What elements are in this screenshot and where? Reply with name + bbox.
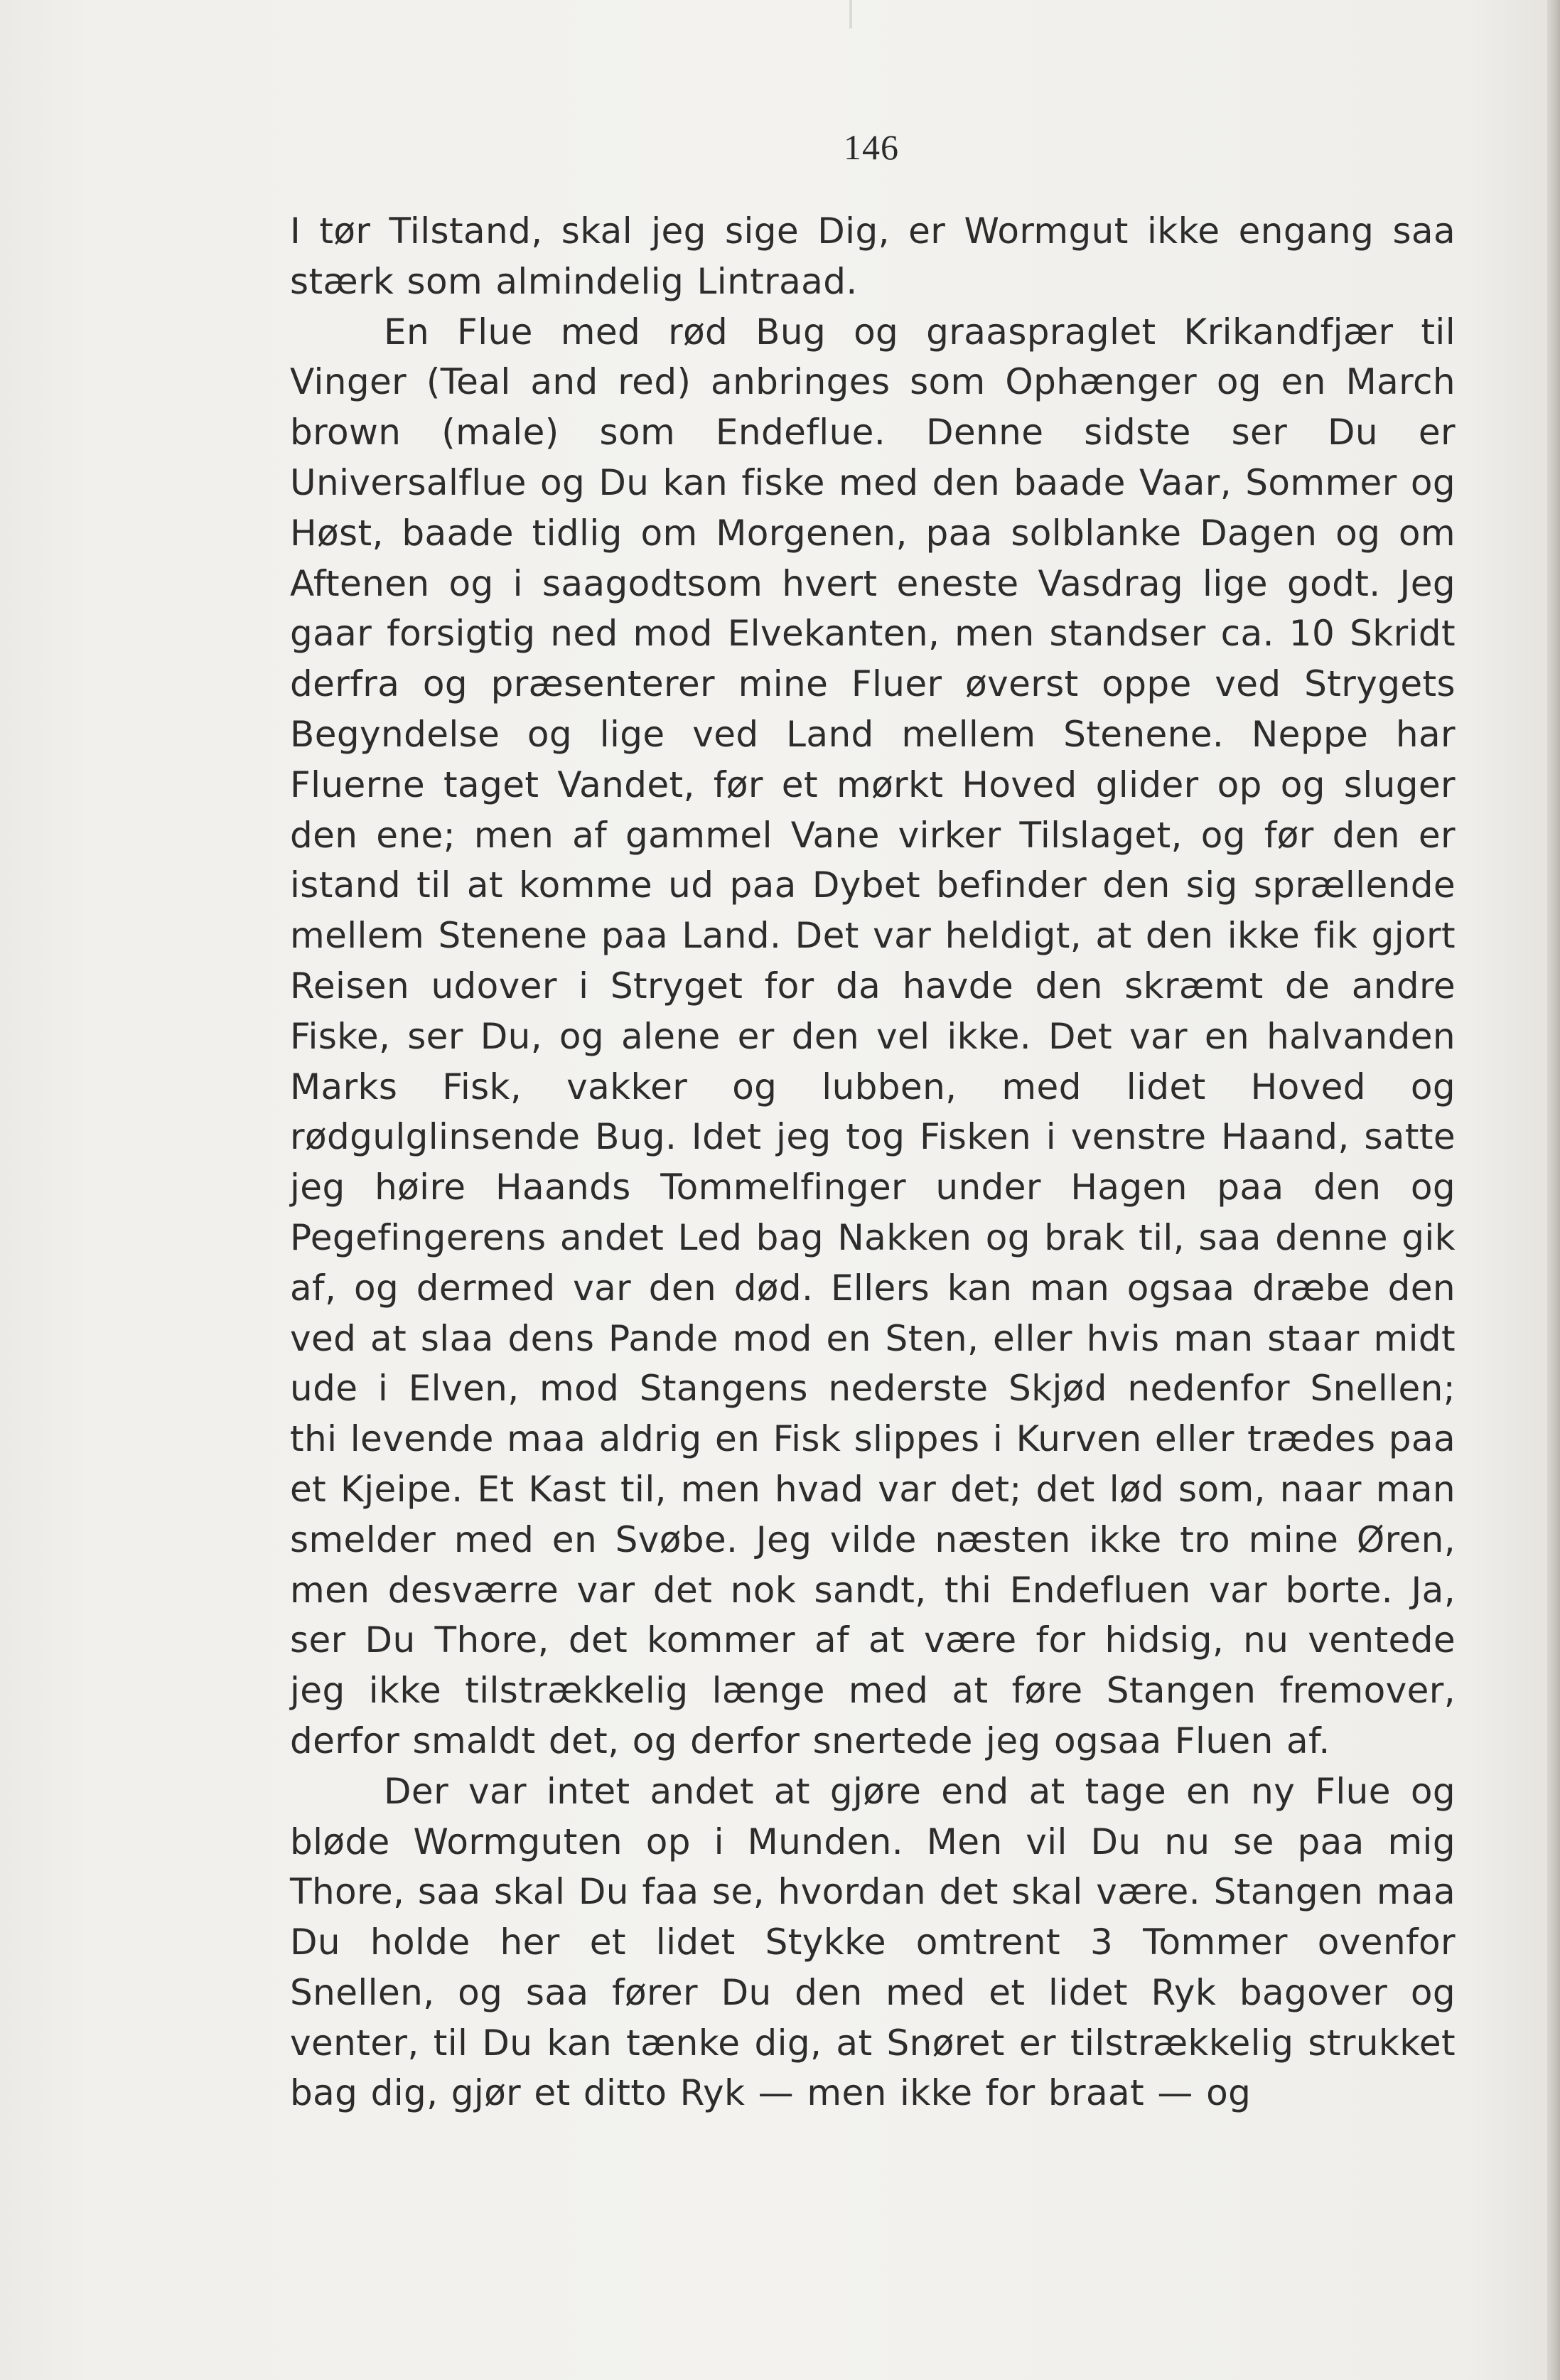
top-shadow [849,0,852,28]
page-edge [1547,0,1560,2380]
page-number: 146 [844,127,899,167]
paragraph-2: En Flue med rød Bug og graaspraglet Krikandfjær til Vinger (Teal and red) anbringes som Ophænger og en March brown (male) som Endeflue. Denne sidste ser Du er Universalflue og Du kan fiske med den baade Vaar, Sommer og Høst, baade tidlig om Morgenen, paa solblanke Dagen og om Aftenen og i saagodtsom hvert eneste Vasdrag lige godt. Jeg gaar forsigtig ned mod Elvekanten, men standser ca. 10 Skridt derfra og præsenterer mine Fluer øverst oppe ved Strygets Begyndelse og lige ved Land mellem Stenene. Neppe har Fluerne taget Vandet, før et mørkt Hoved glider op og sluger den ene; men af gammel Vane virker Tilslaget, og før den er istand til at komme ud paa Dybet befinder den sig sprællende mellem Stenene paa Land. Det var heldigt, at den ikke fik gjort Reisen udover i Stryget for da havde den skræmt de andre Fiske, ser Du, og alene er den vel ikke. Det var en halvanden Marks Fisk, vakker og lubben, med lidet Hoved og rødgulglinsende Bug. Idet jeg tog Fisken i venstre Haand, satte jeg høire Haands Tommelfinger under Hagen paa den og Pegefingerens andet Led bag Nakken og brak til, saa denne gik af, og dermed var den død. Ellers kan man ogsaa dræbe den ved at slaa dens Pande mod en Sten, eller hvis man staar midt ude i Elven, mod Stangens nederste Skjød nedenfor Snellen; thi levende maa aldrig en Fisk slippes i Kurven eller trædes paa et Kjeipe. Et Kast til, men hvad var det; det lød som, naar man smelder med en Svøbe. Jeg vilde næsten ikke tro mine Øren, men desværre var det nok sandt, thi Endefluen var borte. Ja, ser Du Thore, det kommer af at være for hidsig, nu ventede jeg ikke tilstrækkelig længe med at føre Stangen fremover, derfor smaldt det, og derfor snertede jeg ogsaa Fluen af. [290,311,1456,1762]
paragraph-1: I tør Tilstand, skal jeg sige Dig, er Wormgut ikke engang saa stærk som almindelig Lintraad. [290,210,1456,302]
paragraph-3: Der var intet andet at gjøre end at tage en ny Flue og bløde Wormguten op i Munden. Men vil Du nu se paa mig Thore, saa skal Du faa se, hvordan det skal være. Stangen maa Du holde her et lidet Stykke omtrent 3 Tommer ovenfor Snellen, og saa fører Du den med et lidet Ryk bagover og venter, til Du kan tænke dig, at Snøret er tilstrækkelig strukket bag dig, gjør et ditto Ryk — men ikke for braat — og [290,1770,1456,2114]
body-text [290,206,1456,2118]
